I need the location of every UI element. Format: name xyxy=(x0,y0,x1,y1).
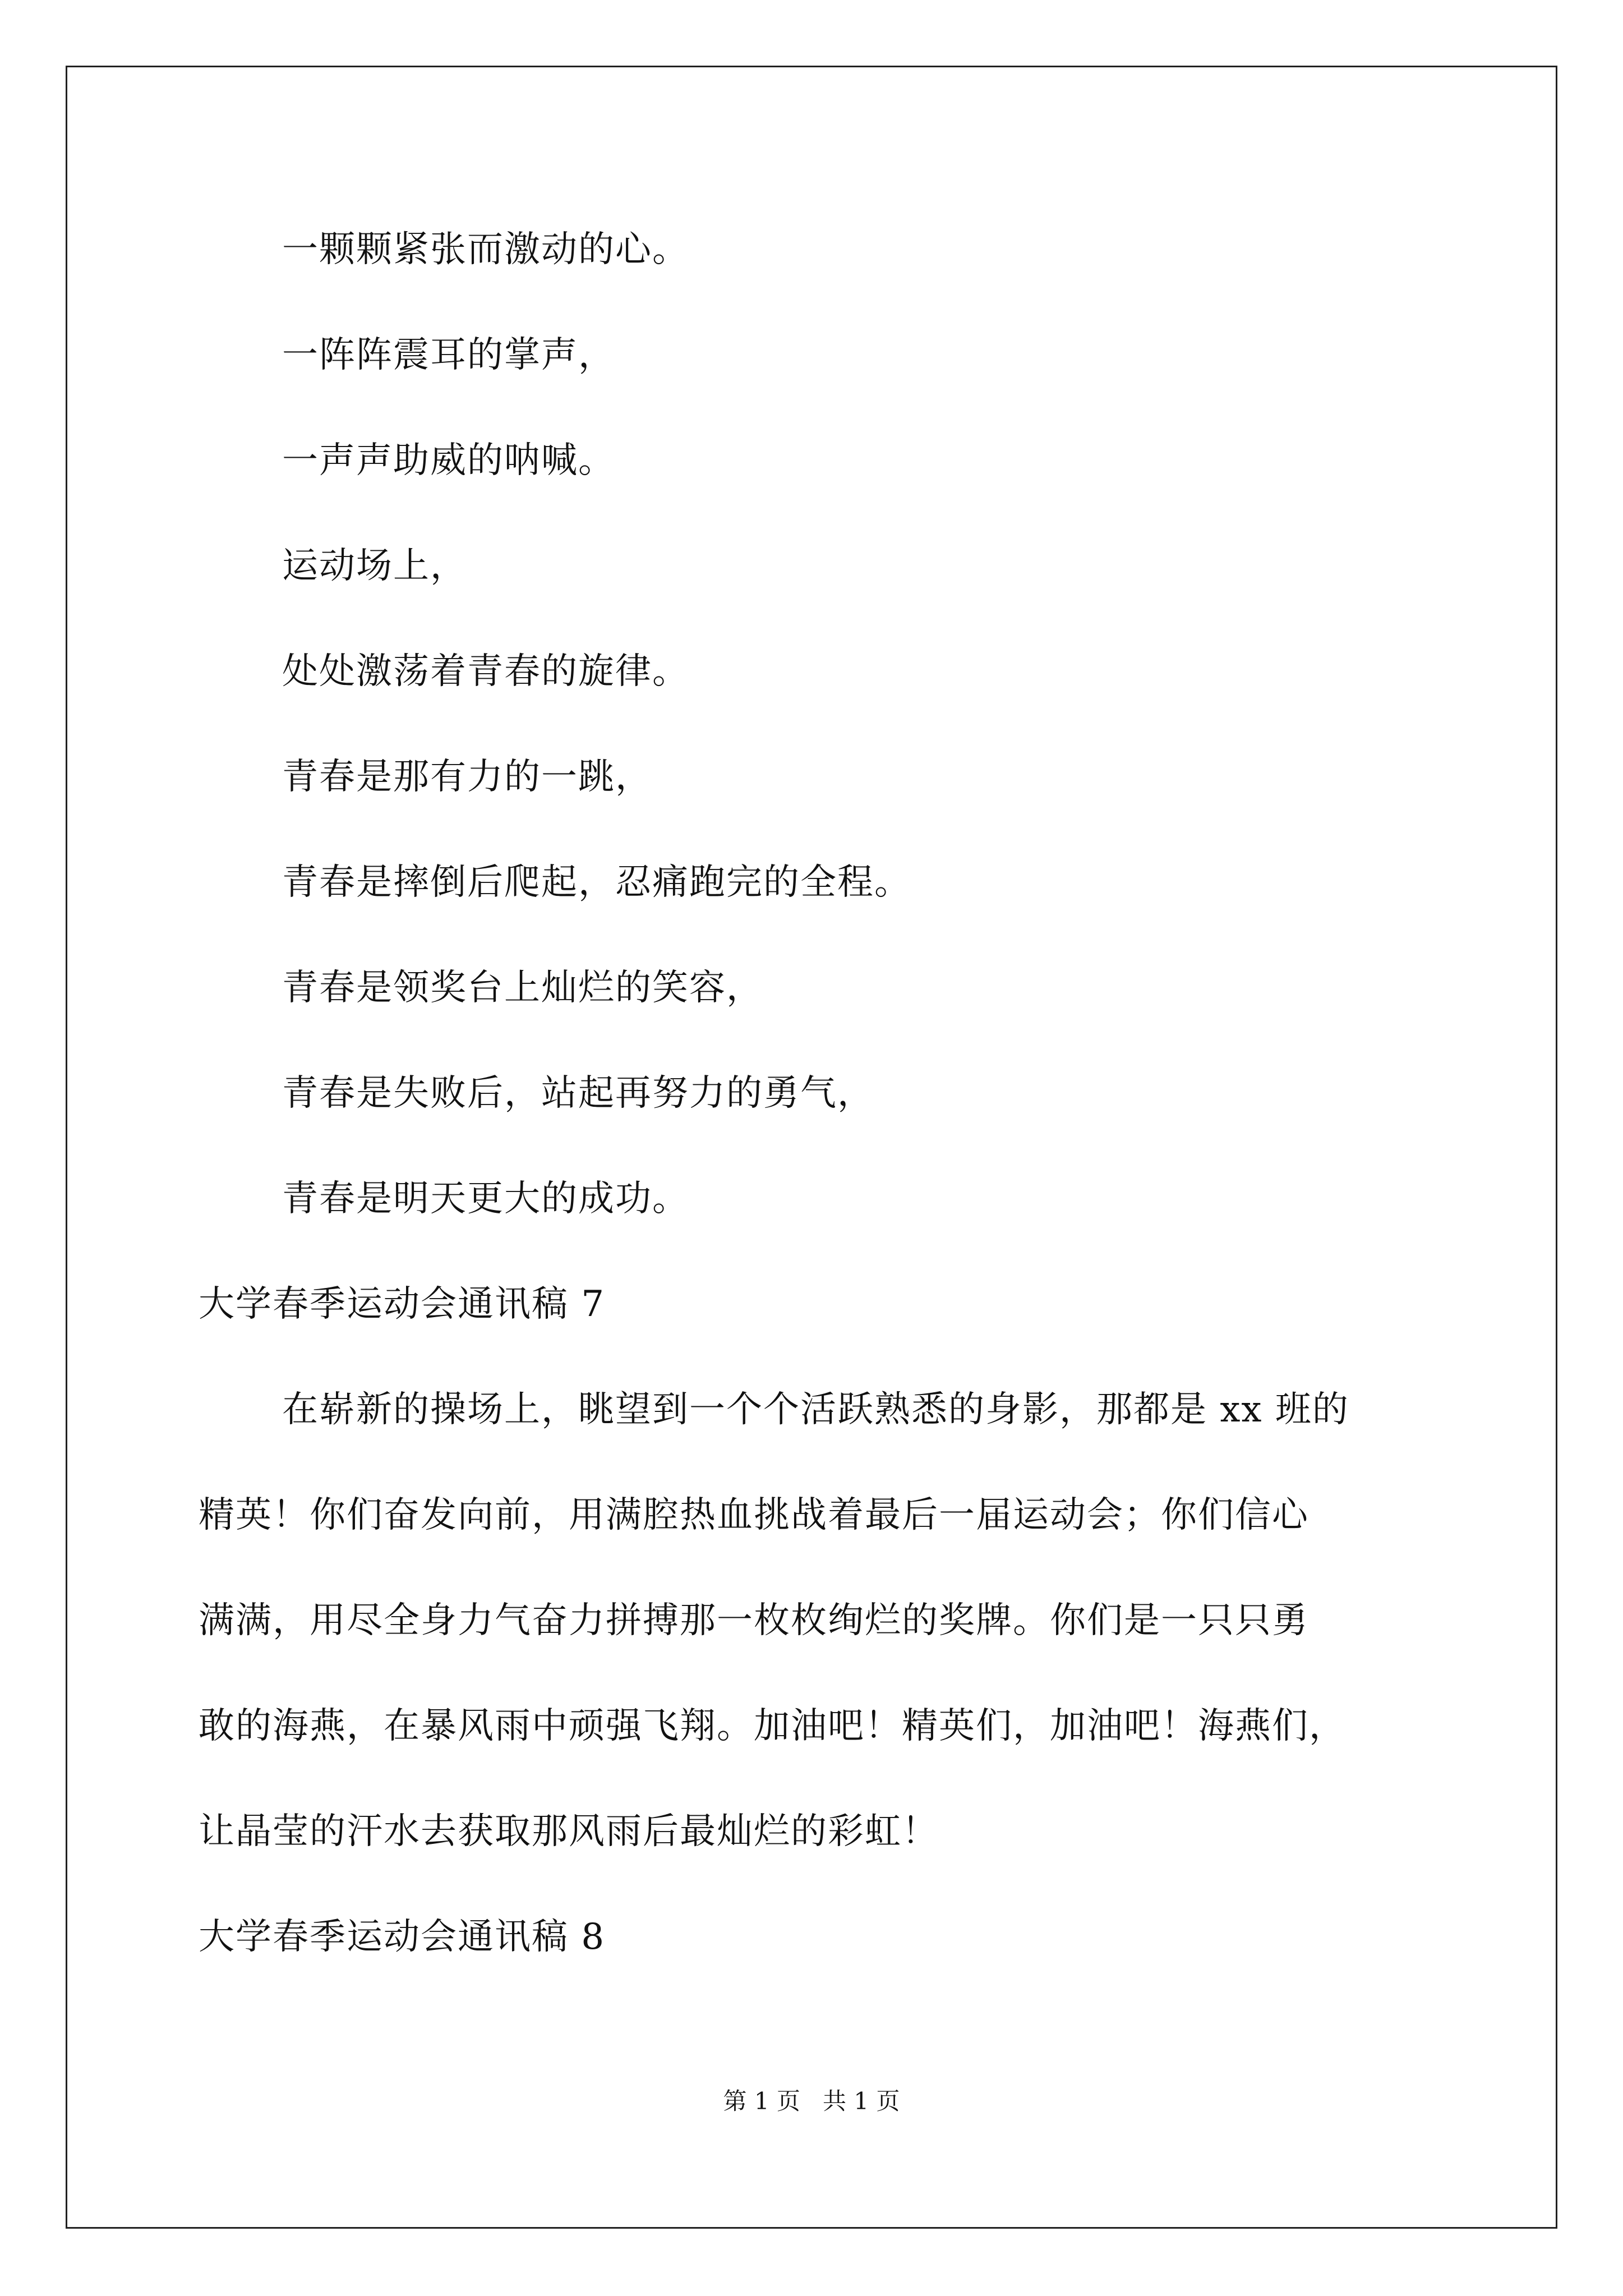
section-heading: 大学春季运动会通讯稿 8 xyxy=(199,1916,606,1958)
poem-line: 运动场上， xyxy=(282,545,467,587)
poem-line: 青春是领奖台上灿烂的笑容， xyxy=(282,967,763,1009)
page-footer: 第 1 页 共 1 页 xyxy=(723,2087,900,2115)
paragraph-line: 敢的海燕，在暴风雨中顽强飞翔。加油吧！精英们，加油吧！海燕们， xyxy=(199,1705,1346,1747)
paragraph-line: 精英！你们奋发向前，用满腔热血挑战着最后一届运动会；你们信心 xyxy=(199,1494,1309,1536)
poem-line: 处处激荡着青春的旋律。 xyxy=(282,651,689,692)
paragraph-line: 在崭新的操场上，眺望到一个个活跃熟悉的身影，那都是 xx 班的 xyxy=(282,1389,1349,1430)
section-heading: 大学春季运动会通讯稿 7 xyxy=(199,1283,606,1325)
poem-line: 青春是摔倒后爬起，忍痛跑完的全程。 xyxy=(282,862,911,903)
poem-line: 青春是明天更大的成功。 xyxy=(282,1178,689,1220)
poem-line: 青春是失败后，站起再努力的勇气， xyxy=(282,1073,874,1114)
poem-line: 一颗颗紧张而激动的心。 xyxy=(282,229,689,270)
poem-line: 青春是那有力的一跳， xyxy=(282,756,652,798)
page-border xyxy=(66,66,1557,2229)
paragraph-line: 满满，用尽全身力气奋力拼搏那一枚枚绚烂的奖牌。你们是一只只勇 xyxy=(199,1600,1309,1641)
paragraph-line: 让晶莹的汗水去获取那风雨后最灿烂的彩虹！ xyxy=(199,1811,939,1852)
poem-line: 一阵阵震耳的掌声， xyxy=(282,334,615,376)
poem-line: 一声声助威的呐喊。 xyxy=(282,440,615,481)
